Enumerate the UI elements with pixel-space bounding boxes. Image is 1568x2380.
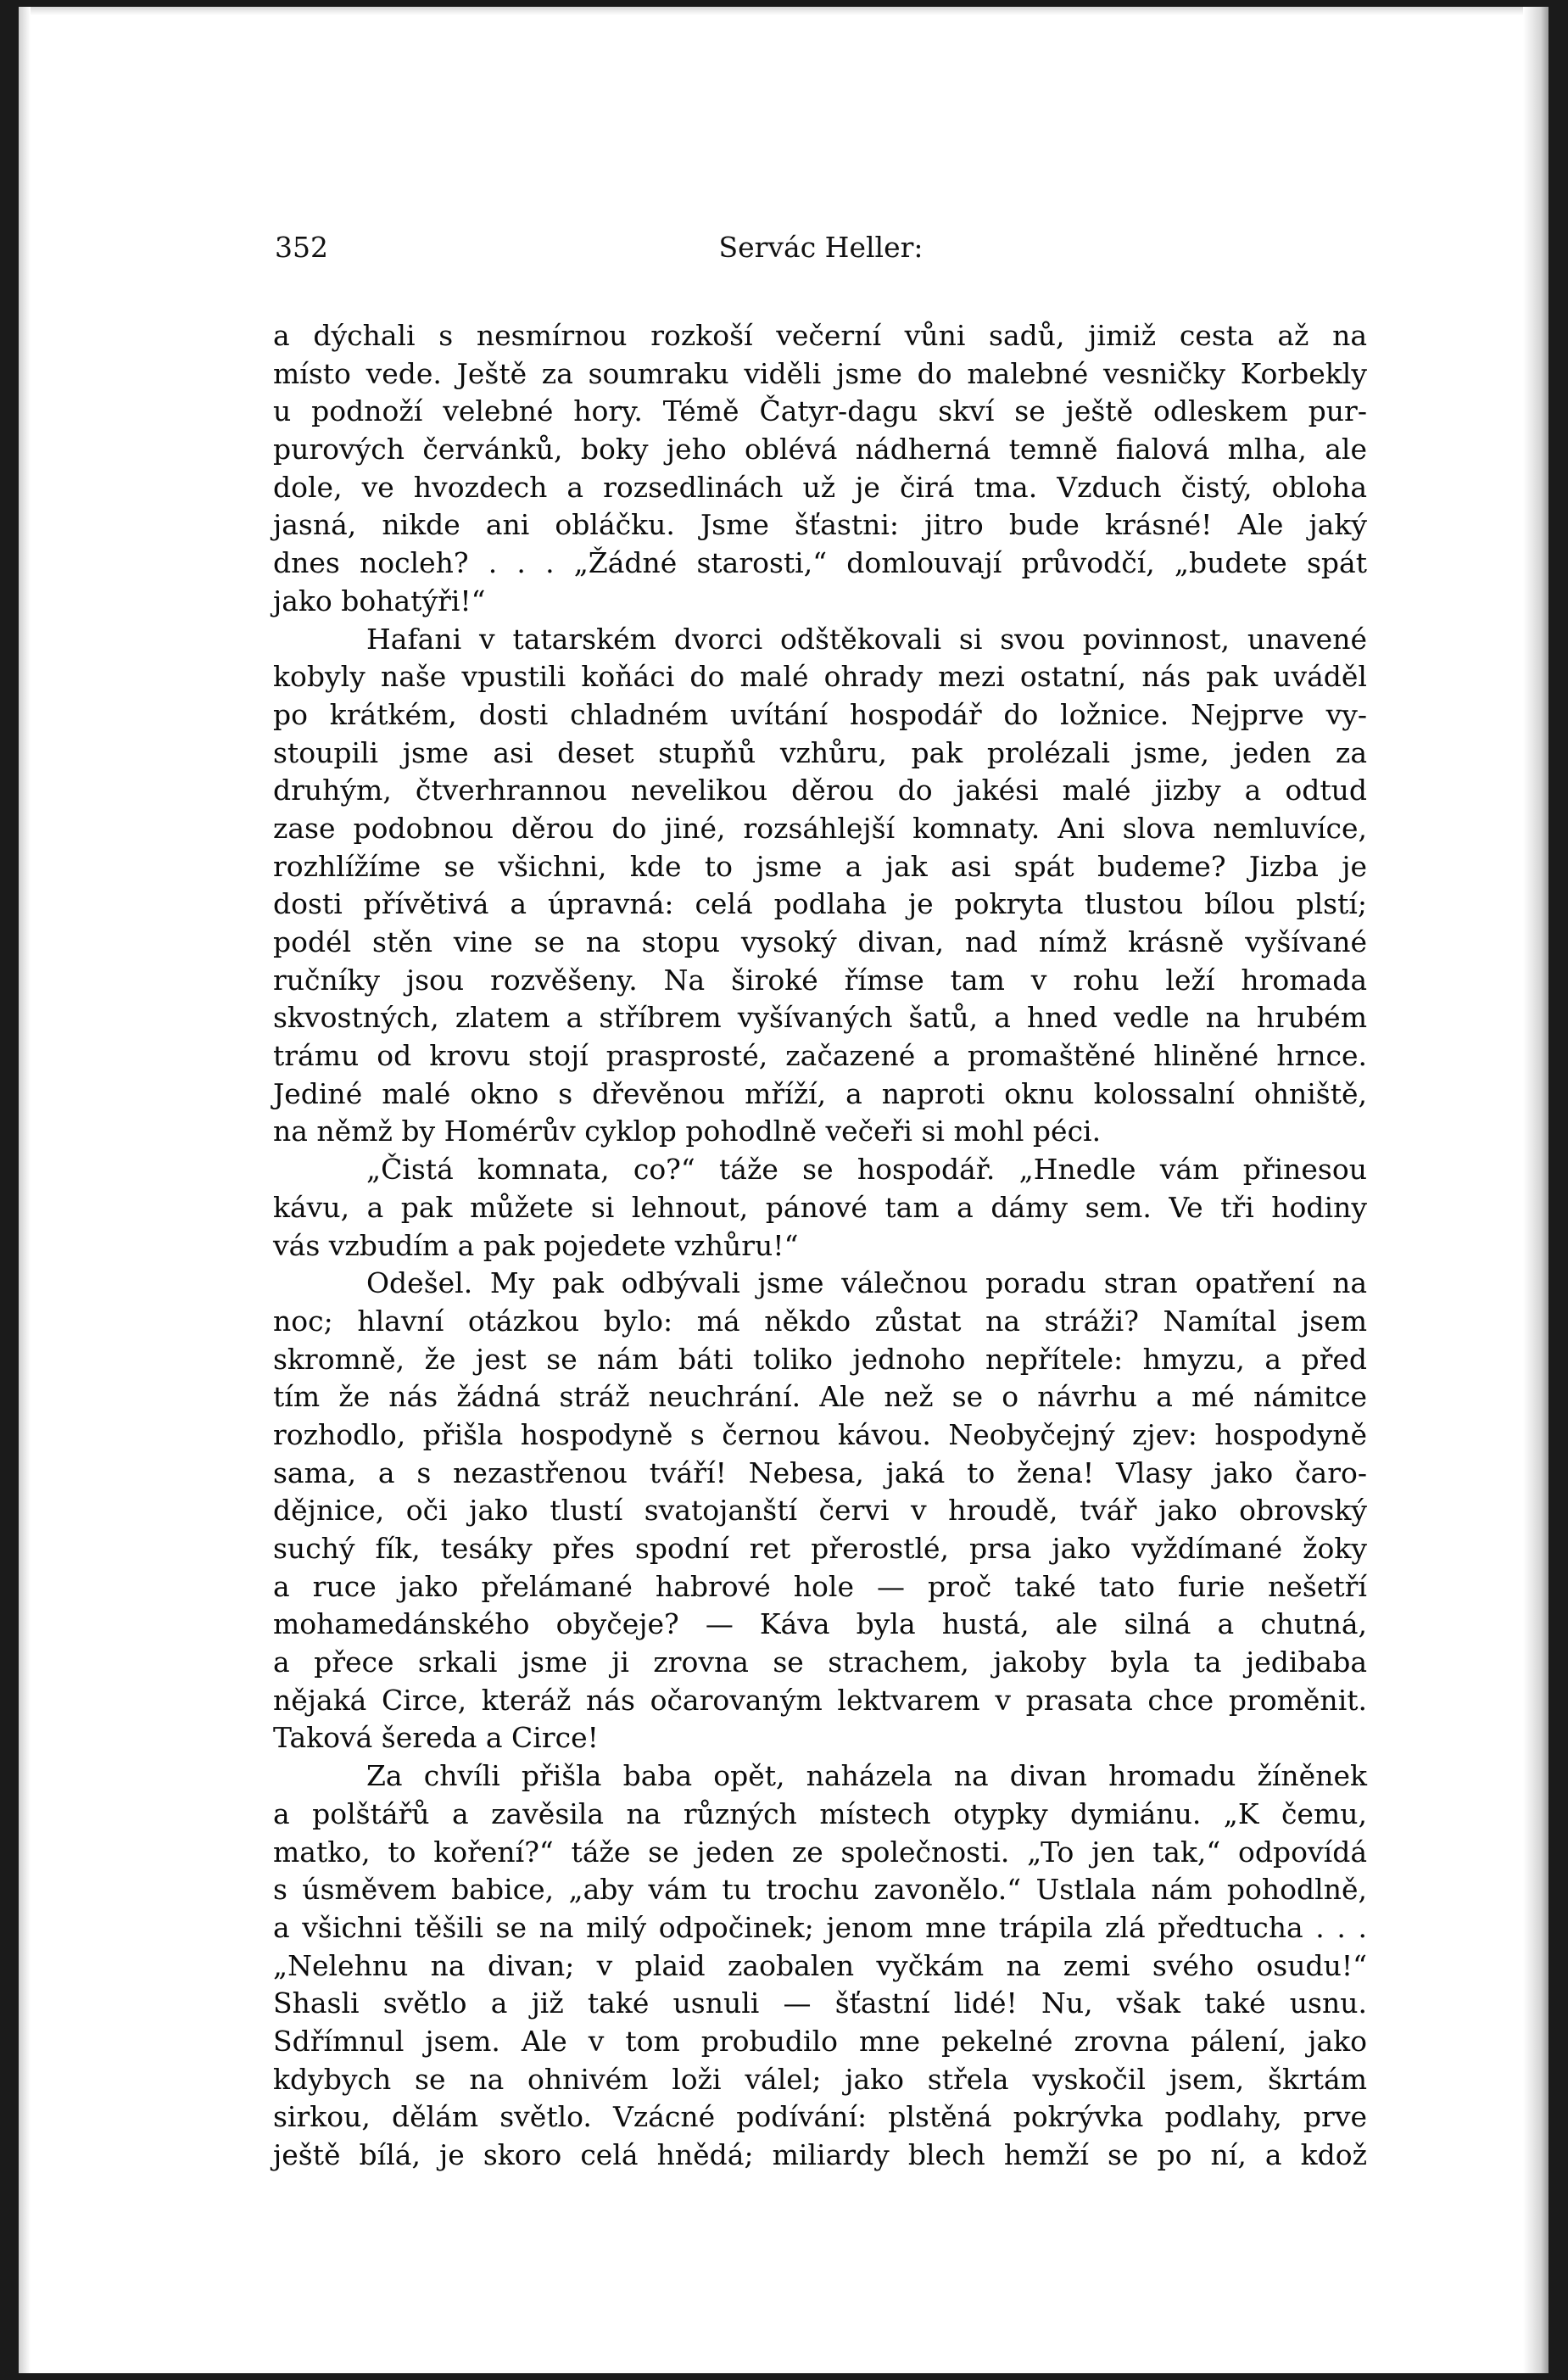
text-line: a ruce jako přelámané habrové hole — proč také tato furie nešetří bbox=[273, 1569, 1367, 1603]
text-line: s úsměvem babice, „aby vám tu trochu zavonělo.“ Ustlala nám pohodlně, bbox=[273, 1873, 1367, 1907]
text-line: Za chvíli přišla baba opět, naházela na divan hromadu žíněnek bbox=[366, 1759, 1367, 1793]
text-line: skvostných, zlatem a stříbrem vyšívaných šatů, a hned vedle na hrubém bbox=[273, 1001, 1367, 1035]
running-title: Servác Heller: bbox=[718, 231, 924, 264]
text-line: a polštářů a zavěsila na různých místech otypky dymiánu. „K čemu, bbox=[273, 1796, 1367, 1830]
book-page bbox=[19, 7, 1548, 2373]
text-line: Taková šereda a Circe! bbox=[273, 1721, 599, 1755]
text-line: jako bohatýři!“ bbox=[273, 584, 486, 617]
text-line: trámu od krovu stojí prasprosté, začazené a promaštěné hliněné hrnce. bbox=[273, 1039, 1367, 1073]
text-line: tím že nás žádná stráž neuchrání. Ale než se o návrhu a mé námitce bbox=[273, 1380, 1367, 1414]
text-line: a přece srkali jsme ji zrovna se strachem, jakoby byla ta jedibaba bbox=[273, 1645, 1367, 1679]
text-line: stoupili jsme asi deset stupňů vzhůru, pak prolézali jsme, jeden za bbox=[273, 735, 1367, 769]
text-line: Shasli světlo a již také usnuli — šťastní lidé! Nu, však také usnu. bbox=[273, 1986, 1367, 2020]
text-line: a dýchali s nesmírnou rozkoší večerní vůni sadů, jimiž cesta až na bbox=[273, 319, 1367, 352]
text-line: suchý fík, tesáky přes spodní ret přerostlé, prsa jako vyždímané žoky bbox=[273, 1532, 1367, 1565]
body-text bbox=[273, 317, 1367, 2175]
scan-edge-top bbox=[19, 7, 1548, 15]
text-line: rozhodlo, přišla hospodyně s černou kávou. Neobyčejný zjev: hospodyně bbox=[273, 1417, 1367, 1451]
text-line: podél stěn vine se na stopu vysoký divan, nad nímž krásně vyšívané bbox=[273, 925, 1367, 958]
text-line: nějaká Circe, kteráž nás očarovaným lektvarem v prasata chce proměnit. bbox=[273, 1683, 1367, 1717]
text-line: ještě bílá, je skoro celá hnědá; miliardy blech hemží se po ní, a kdož bbox=[273, 2138, 1367, 2171]
text-line: Hafani v tatarském dvorci odštěkovali si svou povinnost, unavené bbox=[366, 622, 1367, 656]
text-line: kdybych se na ohnivém loži válel; jako střela vyskočil jsem, škrtám bbox=[273, 2062, 1367, 2096]
scan-edge-right bbox=[1523, 7, 1548, 2373]
running-head bbox=[275, 231, 1367, 270]
text-line: zase podobnou děrou do jiné, rozsáhlejší komnaty. Ani slova nemluvíce, bbox=[273, 811, 1367, 845]
text-line: jasná, nikde ani obláčku. Jsme šťastni: jitro bude krásné! Ale jaký bbox=[273, 508, 1367, 542]
text-line: rozhlížíme se všichni, kde to jsme a jak asi spát budeme? Jizba je bbox=[273, 849, 1367, 883]
text-line: místo vede. Ještě za soumraku viděli jsme do malebné vesničky Korbekly bbox=[273, 356, 1367, 390]
text-line: na němž by Homérův cyklop pohodlně večeři si mohl péci. bbox=[273, 1115, 1102, 1148]
text-line: a všichni těšili se na milý odpočinek; jenom mne trápila zlá předtucha . . . bbox=[273, 1910, 1367, 1944]
text-line: dějnice, oči jako tlustí svatojanští červi v hroudě, tvář jako obrovský bbox=[273, 1494, 1367, 1528]
text-line: mohamedánského obyčeje? — Káva byla hustá, ale silná a chutná, bbox=[273, 1607, 1367, 1641]
text-line: dole, ve hvozdech a rozsedlinách už je čirá tma. Vzduch čistý, obloha bbox=[273, 470, 1367, 504]
text-line: po krátkém, dosti chladném uvítání hospodář do ložnice. Nejprve vy- bbox=[273, 697, 1367, 731]
text-line: purových červánků, boky jeho oblévá nádherná temně fialová mlha, ale bbox=[273, 433, 1367, 467]
text-line: kávu, a pak můžete si lehnout, pánové tam a dámy sem. Ve tři hodiny bbox=[273, 1190, 1367, 1224]
text-line: matko, to koření?“ táže se jeden ze společnosti. „To jen tak,“ odpovídá bbox=[273, 1835, 1367, 1869]
text-line: druhým, čtverhrannou nevelikou děrou do jakési malé jizby a odtud bbox=[273, 774, 1367, 807]
scan-edge-left bbox=[19, 7, 31, 2373]
text-line: „Čistá komnata, co?“ táže se hospodář. „Hnedle vám přinesou bbox=[366, 1153, 1367, 1187]
text-line: noc; hlavní otázkou bylo: má někdo zůstat na stráži? Namítal jsem bbox=[273, 1304, 1367, 1338]
text-line: ručníky jsou rozvěšeny. Na široké římse tam v rohu leží hromada bbox=[273, 963, 1367, 997]
text-line: sirkou, dělám světlo. Vzácné podívání: plstěná pokrývka podlahy, prve bbox=[273, 2100, 1367, 2134]
text-line: u podnoží velebné hory. Témě Čatyr-dagu skví se ještě odleskem pur- bbox=[273, 394, 1367, 428]
text-line: sama, a s nezastřenou tváří! Nebesa, jaká to žena! Vlasy jako čaro- bbox=[273, 1455, 1367, 1489]
text-line: kobyly naše vpustili koňáci do malé ohrady mezi ostatní, nás pak uváděl bbox=[273, 660, 1367, 694]
text-line: Jediné malé okno s dřevěnou mříží, a naproti oknu kolossalní ohniště, bbox=[273, 1076, 1367, 1110]
text-line: dnes nocleh? . . . „Žádné starosti,“ domlouvají průvodčí, „budete spát bbox=[273, 546, 1367, 580]
text-line: dosti přívětivá a úpravná: celá podlaha je pokryta tlustou bílou plstí; bbox=[273, 887, 1367, 921]
text-line: vás vzbudím a pak pojedete vzhůru!“ bbox=[273, 1228, 799, 1262]
page-number: 352 bbox=[275, 231, 328, 264]
text-line: „Nelehnu na divan; v plaid zaobalen vyčkám na zemi svého osudu!“ bbox=[273, 1948, 1367, 1982]
text-line: Sdřímnul jsem. Ale v tom probudilo mne pekelné zrovna pálení, jako bbox=[273, 2024, 1367, 2058]
text-line: skromně, že jest se nám báti toliko jednoho nepřítele: hmyzu, a před bbox=[273, 1342, 1367, 1376]
text-line: Odešel. My pak odbývali jsme válečnou poradu stran opatření na bbox=[366, 1266, 1367, 1300]
